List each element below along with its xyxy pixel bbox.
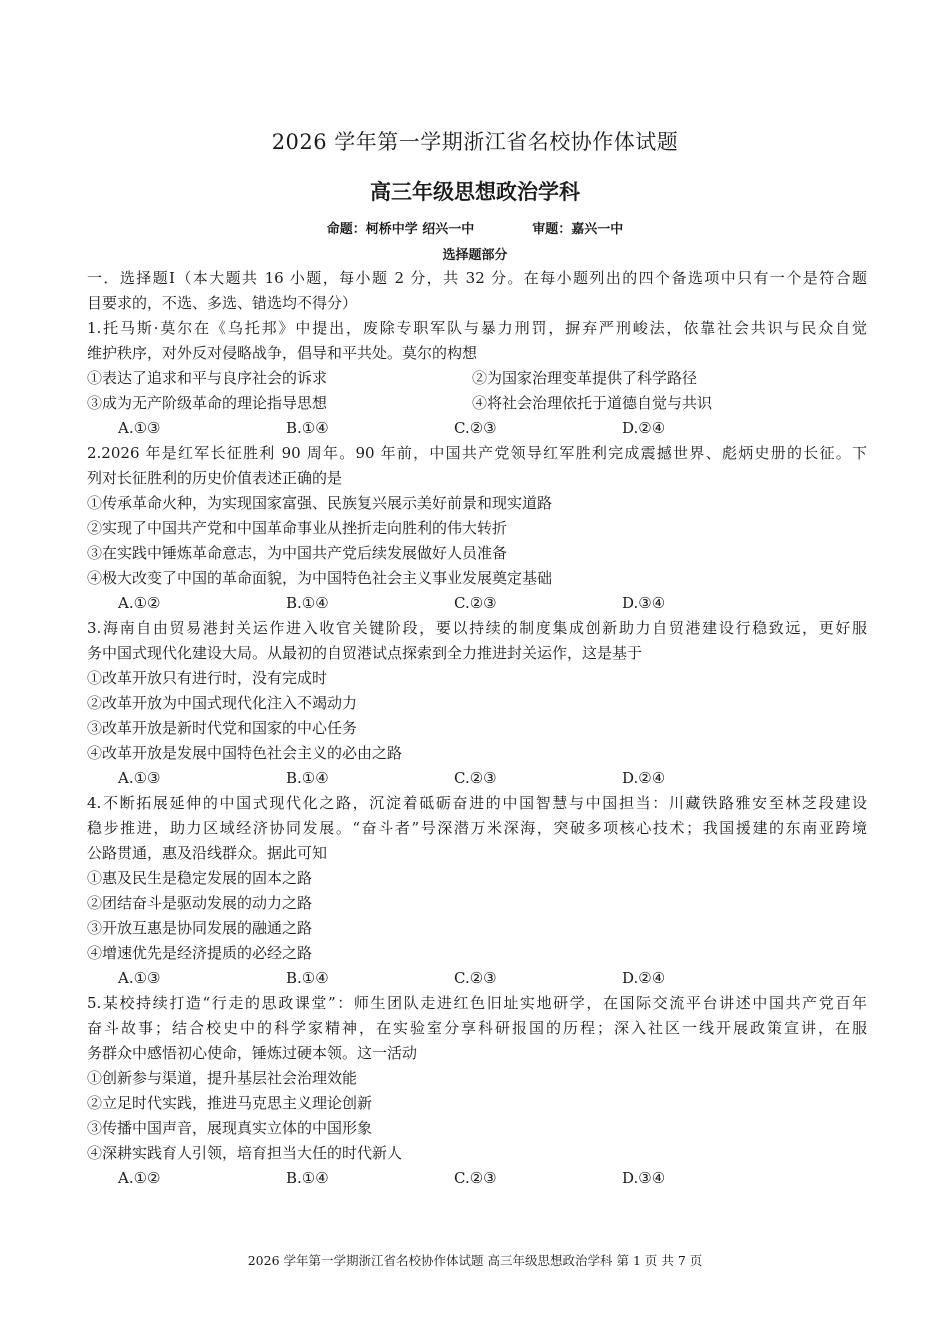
question-stem-line: 列对长征胜利的历史价值表述正确的是 — [87, 469, 343, 487]
reviewer-label: 审题：嘉兴一中 — [532, 222, 624, 237]
answer-choice-b: B.①④ — [286, 969, 329, 987]
statement-option: ③改革开放是新时代党和国家的中心任务 — [87, 719, 358, 737]
answer-choices — [87, 591, 867, 616]
answer-choice-a: A.①③ — [118, 969, 161, 987]
question-stem-line: 5.某校持续打造“行走的思政课堂”：师生团队走进红色旧址实地研学，在国际交流平台讲述中国共产党百年 — [87, 994, 867, 1012]
statement-option: ④将社会治理依托于道德自觉与共识 — [472, 394, 713, 412]
answer-choice-d: D.③④ — [622, 1169, 666, 1187]
author-line — [0, 218, 950, 237]
question-content — [87, 266, 867, 1191]
instruction-line: 目要求的，不选、多选、错选均不得分） — [87, 294, 358, 312]
statement-option: ③成为无产阶级革命的理论指导思想 — [87, 394, 328, 412]
page-footer: 2026 学年第一学期浙江省名校协作体试题 高三年级思想政治学科 第 1 页 共 7 页 — [247, 1253, 703, 1268]
answer-choice-d: D.②④ — [622, 969, 666, 987]
answer-choice-b: B.①④ — [286, 419, 329, 437]
section-heading: 选择题部分 — [442, 248, 508, 263]
statement-option: ①创新参与渠道，提升基层社会治理效能 — [87, 1069, 358, 1087]
question-stem-line: 1.托马斯·莫尔在《乌托邦》中提出，废除专职军队与暴力刑罚，摒弃严刑峻法，依靠社会共识与民众自觉 — [87, 319, 867, 337]
statement-option: ③开放互惠是协同发展的融通之路 — [87, 919, 313, 937]
question-2 — [87, 441, 867, 616]
question-stem-line: 稳步推进，助力区域经济协同发展。“奋斗者”号深潜万米深海，突破多项核心技术；我国援建的东南亚跨境 — [87, 819, 867, 837]
statement-option: ②实现了中国共产党和中国革命事业从挫折走向胜利的伟大转折 — [87, 519, 508, 537]
statement-option: ③在实践中锤炼革命意志，为中国共产党后续发展做好人员准备 — [87, 544, 508, 562]
answer-choice-c: C.②③ — [454, 769, 497, 787]
answer-choice-a: A.①② — [118, 594, 161, 612]
answer-choice-b: B.①④ — [286, 769, 329, 787]
statement-option: ①改革开放只有进行时，没有完成时 — [87, 669, 328, 687]
answer-choice-c: C.②③ — [454, 1169, 497, 1187]
answer-choice-c: C.②③ — [454, 419, 497, 437]
statement-option: ④极大改变了中国的革命面貌，为中国特色社会主义事业发展奠定基础 — [87, 569, 553, 587]
question-5 — [87, 991, 867, 1191]
question-stem-line: 务群众中感悟初心使命，锤炼过硬本领。这一活动 — [87, 1044, 418, 1062]
answer-choice-c: C.②③ — [454, 969, 497, 987]
statement-option: ①惠及民生是稳定发展的固本之路 — [87, 869, 313, 887]
question-stem-line: 4.不断拓展延伸的中国式现代化之路，沉淀着砥砺奋进的中国智慧与中国担当：川藏铁路雅安至林芝段建设 — [87, 794, 867, 812]
answer-choices — [87, 416, 867, 441]
question-stem-line: 2.2026 年是红军长征胜利 90 周年。90 年前，中国共产党领导红军胜利完成震撼世界、彪炳史册的长征。下 — [87, 444, 867, 462]
question-4 — [87, 791, 867, 991]
answer-choice-a: A.①③ — [118, 769, 161, 787]
question-stem-line: 奋斗故事；结合校史中的科学家精神，在实验室分享科研报国的历程；深入社区一线开展政策宣讲，在服 — [87, 1019, 867, 1037]
question-stem-line: 3.海南自由贸易港封关运作进入收官关键阶段，要以持续的制度集成创新助力自贸港建设行稳致远，更好服 — [87, 619, 867, 637]
answer-choices — [87, 1166, 867, 1191]
statement-option: ①表达了追求和平与良序社会的诉求 — [87, 369, 328, 387]
statement-option: ④改革开放是发展中国特色社会主义的必由之路 — [87, 744, 403, 762]
question-1 — [87, 316, 867, 441]
statement-option: ①传承革命火种，为实现国家富强、民族复兴展示美好前景和现实道路 — [87, 494, 553, 512]
setter-label: 命题：柯桥中学 绍兴一中 — [326, 222, 475, 237]
answer-choice-d: D.②④ — [622, 419, 666, 437]
answer-choice-a: A.①③ — [118, 419, 161, 437]
statement-option: ②团结奋斗是驱动发展的动力之路 — [87, 894, 313, 912]
answer-choices — [87, 766, 867, 791]
answer-choice-b: B.①④ — [286, 1169, 329, 1187]
answer-choice-d: D.②④ — [622, 769, 666, 787]
statement-option: ②为国家治理变革提供了科学路径 — [472, 369, 698, 387]
answer-choice-b: B.①④ — [286, 594, 329, 612]
statement-option: ④深耕实践育人引领，培育担当大任的时代新人 — [87, 1144, 403, 1162]
question-stem-line: 务中国式现代化建设大局。从最初的自贸港试点探索到全力推进封关运作，这是基于 — [87, 644, 643, 662]
statement-option: ②改革开放为中国式现代化注入不竭动力 — [87, 694, 358, 712]
question-3 — [87, 616, 867, 791]
answer-choice-d: D.③④ — [622, 594, 666, 612]
exam-title: 2026 学年第一学期浙江省名校协作体试题 — [271, 130, 679, 154]
instruction-line: 一．选择题Ⅰ（本大题共 16 小题，每小题 2 分，共 32 分。在每小题列出的四个备选项中只有一个是符合题 — [87, 269, 867, 287]
question-stem-line: 维护秩序，对外反对侵略战争，倡导和平共处。莫尔的构想 — [87, 344, 478, 362]
statement-option: ③传播中国声音，展现真实立体的中国形象 — [87, 1119, 373, 1137]
answer-choice-c: C.②③ — [454, 594, 497, 612]
exam-subject: 高三年级思想政治学科 — [370, 180, 580, 204]
statement-option: ②立足时代实践，推进马克思主义理论创新 — [87, 1094, 373, 1112]
answer-choice-a: A.①② — [118, 1169, 161, 1187]
statement-option: ④增速优先是经济提质的必经之路 — [87, 944, 313, 962]
answer-choices — [87, 966, 867, 991]
question-stem-line: 公路贯通，惠及沿线群众。据此可知 — [87, 844, 328, 862]
